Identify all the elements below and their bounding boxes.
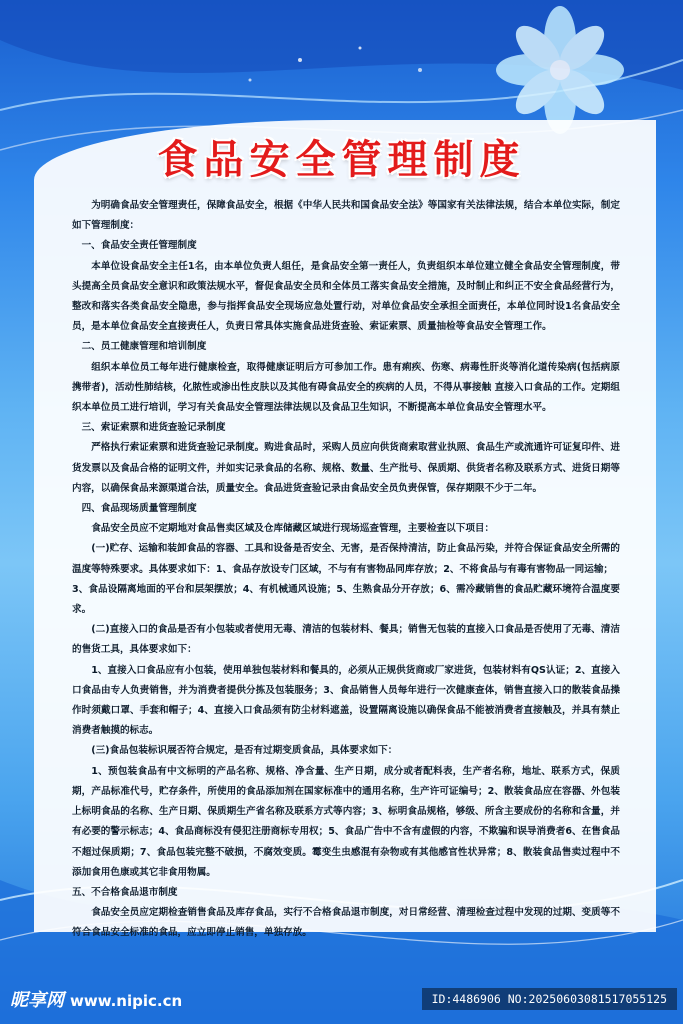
section-heading: 三、索证索票和进货查验记录制度 [81, 422, 226, 434]
watermark-id: ID:4486906 NO:20250603081517055125 [422, 988, 677, 1010]
paragraph: 为明确食品安全管理责任，保障食品安全，根据《中华人民共和国食品安全法》等国家有关法律法规，结合本单位实际，制定如下管理制度： [72, 200, 620, 232]
paragraph: 五、不合格食品退市制度 [72, 886, 178, 898]
section-heading: 四、食品现场质量管理制度 [81, 503, 197, 515]
paragraph: 组织本单位员工每年进行健康检查，取得健康证明后方可参加工作。患有痢疾、伤寒、病毒性肝炎等消化道传染病(包括病原携带者)，活动性肺结核，化脓性或渗出性皮肤以及其他有碍食品安全的疾病的人员，不得从事接触 直接入口食品的工作。定期组织本单位员工进行培训，学习有关食品安全管理法律法规以及食品卫生知识，不断提高本单位食品安全管理水平。 [72, 361, 620, 414]
section-heading: 一、食品安全责任管理制度 [81, 240, 197, 252]
paragraph: 食品安全员应不定期地对食品售卖区域及仓库储藏区域进行现场巡查管理，主要检查以下项目： [91, 523, 495, 535]
site-name: 昵享网 [10, 990, 64, 1011]
paragraph: 1、预包装食品有中文标明的产品名称、规格、净含量、生产日期，成分或者配料表，生产者名称，地址、联系方式，保质期，产品标准代号，贮存条件，所使用的食品添加剂在国家标准中的通用名称，生产许可证编号；2、散装食品应在容器、外包装上标明食品的名称、生产日期、保质期生产省名称及联系方式等内容；3、标明食品规格，够级、所含主要成份的名称和含量，并有必要的警示标志；4、食品商标没有侵犯注册商标专用权；5、食品广告中不含有虚假的内容，不欺骗和误导消费者6、在售食品不超过保质期；7、食品包装完整不破损，不腐效变质。霉变生虫感混有杂物或有其他感官性状异常；8、散装食品售卖过程中不添加食用色康或其它非食用物属。 [72, 765, 620, 878]
paragraph: 严格执行索证索票和进货查验记录制度。购进食品时，采购人员应向供货商索取营业执照、食品生产或流通许可证复印件、进货发票以及食品合格的证明文件，并如实记录食品的名称、规格、数量、生产批号、保质期、供货者名称及联系方式、进货日期等内容，以确保食品来源渠道合法，质量安全。食品进货查验记录由食品安全员负责保管，保存期限不少于二年。 [72, 442, 620, 494]
section-heading: 二、员工健康管理和培训制度 [81, 341, 207, 353]
site-url: www.nipic.cn [70, 992, 183, 1010]
paragraph: 3、食品设隔离地面的平台和层架摆放；4、有机械通风设施；5、生熟食品分开存放；6、需冷藏销售的食品贮藏环境符合温度要求。 [72, 583, 620, 616]
paragraph: (一)贮存、运输和装卸食品的容器、工具和设备是否安全、无害，是否保持清洁，防止食品污染，并符合保证食品安全所需的温度等特殊要求。具体要求如下：1、食品存放设专门区域，不与有有害物品同库存放；2、不将食品与有毒有害物品一同运输； [72, 543, 620, 575]
regulation-body [72, 196, 620, 944]
paragraph: (三)食品包装标识展否符合规定，是否有过期变质食品，具体要求如下： [91, 745, 398, 757]
watermark-site [10, 986, 182, 1012]
paragraph: 1、直接入口食品应有小包装，使用单独包装材料和餐具的，必须从正规供货商或厂家进货，包装材料有QS认证；2、直接入口食品由专人负责销售，并为消费者提供分拣及包装服务；3、食品销售人员每年进行一次健康查体，销售直接入口的散装食品操作时须戴口罩、手套和帽子；4、直接入口食品须有防尘材料遮盖，设置隔离设施以确保食品不能被消费者直接触及，并具有禁止消费者触摸的标志。 [72, 664, 620, 737]
paragraph: (二)直接入口的食品是否有小包装或者使用无毒、清洁的包装材料、餐具；销售无包装的直接入口食品是否使用了无毒、清洁的售货工具，具体要求如下： [72, 624, 620, 656]
page-title: 食品安全管理制度 [157, 137, 526, 183]
paragraph: 本单位设食品安全主任1名，由本单位负责人组任，是食品安全第一责任人，负责组织本单位建立健全食品安全管理制度，带头提高全员食品安全意识和政策法规水平，督促食品安全员和全体员工落实食品安全措施，及时制止和纠正不安全食品经营行为，整改和落实各类食品安全隐患，参与指挥食品安全现场应急处置行动，对单位食品安全承担全面责任，本单位同时设1名食品安全员，是本单位食品安全直接责任人，负责日常具体实施食品进货查验、索证索票、质量抽检等食品安全管理工作。 [72, 260, 620, 333]
paragraph: 食品安全员应定期检查销售食品及库存食品，实行不合格食品退市制度，对日常经营、清理检查过程中发现的过期、变质等不符合食品安全标准的食品，应立即停止销售，单独存放。 [72, 907, 620, 939]
